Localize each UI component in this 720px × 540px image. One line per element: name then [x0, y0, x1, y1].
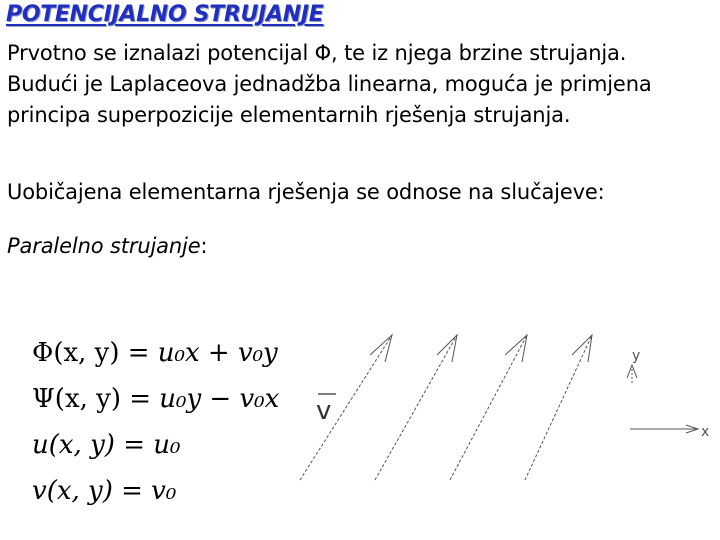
case-label: Paralelno strujanje [7, 234, 201, 258]
equation-list [32, 330, 279, 514]
intro-line-1: Prvotno se iznalazi potencijal Φ, te iz njega brzine strujanja. [7, 41, 627, 65]
equation-lhs: u(x, y) [32, 430, 115, 460]
solutions-intro: Uobičajena elementarna rješenja se odnose na slučajeve: [7, 180, 605, 204]
arrowhead [437, 335, 457, 362]
parallel-flow-diagram [290, 320, 720, 490]
case-colon: : [200, 234, 208, 258]
equation-potential [32, 330, 279, 376]
intro-line-2: Budući je Laplaceova jednadžba linearna, moguća je primjena [7, 72, 652, 96]
case-heading [7, 231, 207, 262]
equation-rhs: = u₀x + v₀y [127, 338, 278, 368]
page-title: POTENCIJALNO STRUJANJE [6, 2, 324, 27]
x-axis-label: x [701, 424, 710, 440]
equation-v [32, 468, 279, 514]
intro-line-3: principa superpozicije elementarnih rješenja strujanja. [7, 103, 571, 127]
equation-rhs: = v₀ [121, 476, 177, 506]
intro-paragraph [7, 38, 652, 131]
y-axis-label: y [632, 348, 641, 364]
arrowhead [370, 335, 392, 362]
streamline [300, 335, 392, 480]
equation-stream-function [32, 376, 279, 422]
equation-u [32, 422, 279, 468]
equation-lhs: Φ(x, y) [32, 338, 120, 368]
velocity-label: v [316, 396, 332, 426]
equation-rhs: = u₀y − v₀x [129, 384, 280, 414]
arrowhead [572, 335, 592, 362]
equation-rhs: = u₀ [123, 430, 181, 460]
streamline [450, 335, 527, 480]
streamline [525, 335, 592, 480]
arrowhead [505, 335, 527, 362]
equation-lhs: v(x, y) [32, 476, 113, 506]
streamline [375, 335, 457, 480]
equation-lhs: Ψ(x, y) [32, 384, 121, 414]
